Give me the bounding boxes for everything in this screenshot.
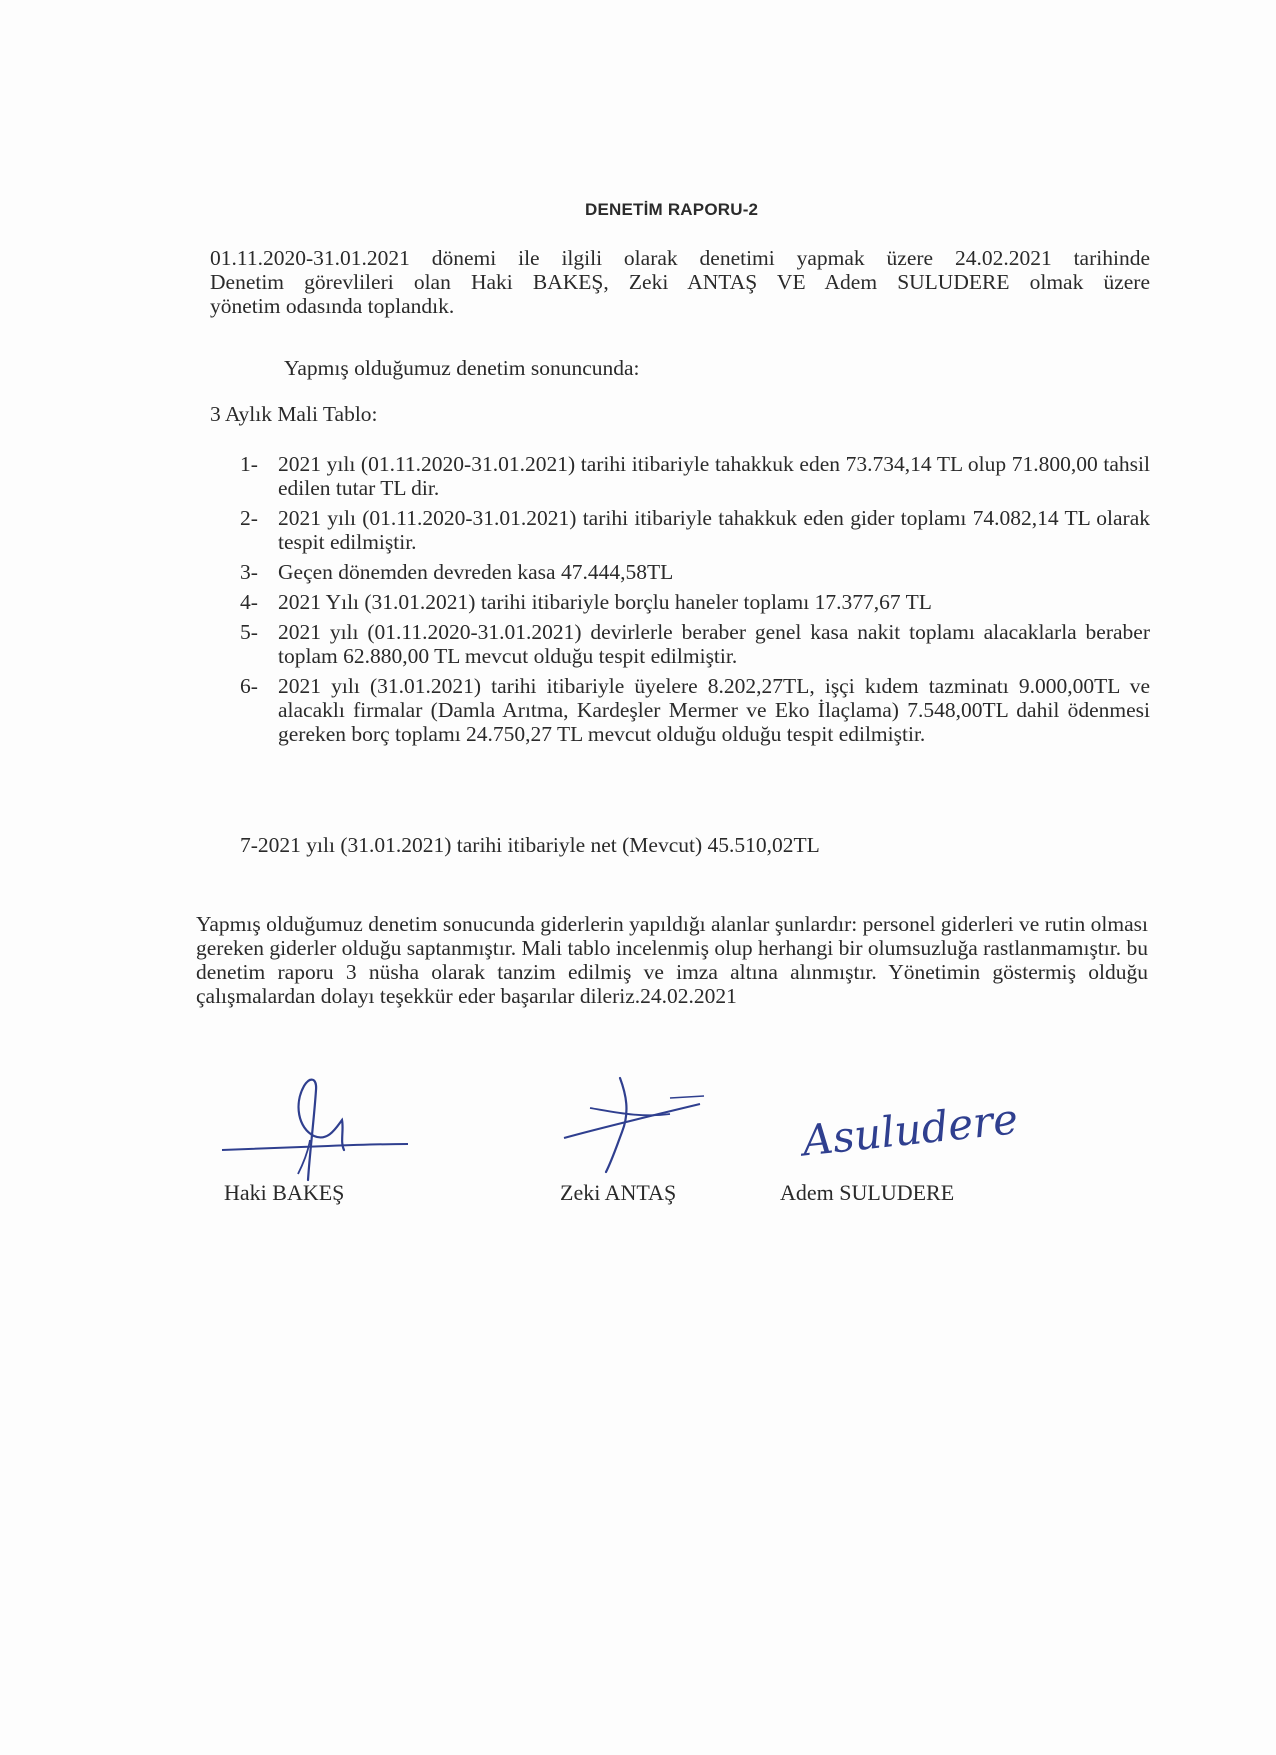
finding-item — [240, 506, 1150, 554]
signature-script: Asuludere — [800, 1094, 1021, 1166]
financial-table-heading: 3 Aylık Mali Tablo: — [210, 402, 378, 426]
intro-line-2: Denetim görevlileri olan Haki BAKEŞ, Zeki ANTAŞ VE Adem SULUDERE olmak üzere — [210, 270, 1150, 294]
findings-list — [240, 452, 1150, 752]
signature-haki-bakes — [218, 1070, 418, 1190]
lead-sentence: Yapmış olduğumuz denetim sonuncunda: — [284, 356, 640, 380]
finding-item-7: 7-2021 yılı (31.01.2021) tarihi itibariyle net (Mevcut) 45.510,02TL — [240, 833, 820, 857]
finding-text: 2021 yılı (01.11.2020-31.01.2021) devirlerle beraber genel kasa nakit toplamı alacaklarla beraber toplam 62.880,00 TL mevcut olduğu tespit edilmiştir. — [278, 620, 1150, 668]
intro-line-1: 01.11.2020-31.01.2021 dönemi ile ilgili olarak denetimi yapmak üzere 24.02.2021 tarihinde — [210, 246, 1150, 270]
finding-number: 2- — [240, 506, 258, 530]
finding-item — [240, 560, 1150, 584]
finding-item — [240, 674, 1150, 746]
finding-text: 2021 yılı (01.11.2020-31.01.2021) tarihi itibariyle tahakkuk eden 73.734,14 TL olup 71.800,00 tahsil edilen tutar TL dir. — [278, 452, 1150, 500]
finding-number: 4- — [240, 590, 258, 614]
intro-line-3: yönetim odasında toplandık. — [210, 294, 455, 318]
finding-text: 2021 yılı (31.01.2021) tarihi itibariyle üyelere 8.202,27TL, işçi kıdem tazminatı 9.000,00TL ve alacaklı firmalar (Damla Arıtma, Kardeşler Mermer ve Eko İlaçlama) 7.548,00TL dahil ödenmesi gereken borç toplamı 24.750,27 TL mevcut olduğu olduğu tespit edilmiştir. — [278, 674, 1150, 746]
report-title: DENETİM RAPORU-2 — [585, 200, 759, 219]
finding-item — [240, 452, 1150, 500]
signature-adem-suludere — [795, 1094, 1021, 1185]
signature-zeki-antas — [560, 1068, 720, 1178]
closing-paragraph: Yapmış olduğumuz denetim sonucunda giderlerin yapıldığı alanlar şunlardır: personel giderleri ve rutin olması gereken giderler olduğu saptanmıştır. Mali tablo incelenmiş olup herhangi bir olumsuzluğa rastlanmamıştır. bu denetim raporu 3 nüsha olarak tanzim edilmiş ve imza altına alınmıştır. Yönetimin göstermiş olduğu çalışmalardan dolayı teşekkür eder başarılar dileriz.24.02.2021 — [196, 912, 1148, 1008]
finding-text: 2021 Yılı (31.01.2021) tarihi itibariyle borçlu haneler toplamı 17.377,67 TL — [278, 590, 932, 614]
intro-paragraph — [210, 246, 1150, 318]
finding-text: 2021 yılı (01.11.2020-31.01.2021) tarihi itibariyle tahakkuk eden gider toplamı 74.082,14 TL olarak tespit edilmiştir. — [278, 506, 1150, 554]
finding-number: 3- — [240, 560, 258, 584]
signatory-name-2: Zeki ANTAŞ — [560, 1180, 677, 1205]
finding-item — [240, 620, 1150, 668]
finding-item — [240, 590, 1150, 614]
finding-number: 1- — [240, 452, 258, 476]
finding-text: Geçen dönemden devreden kasa 47.444,58TL — [278, 560, 674, 584]
finding-number: 5- — [240, 620, 258, 644]
signatory-name-1: Haki BAKEŞ — [224, 1180, 345, 1205]
signatory-name-3: Adem SULUDERE — [780, 1180, 955, 1205]
finding-number: 6- — [240, 674, 258, 698]
